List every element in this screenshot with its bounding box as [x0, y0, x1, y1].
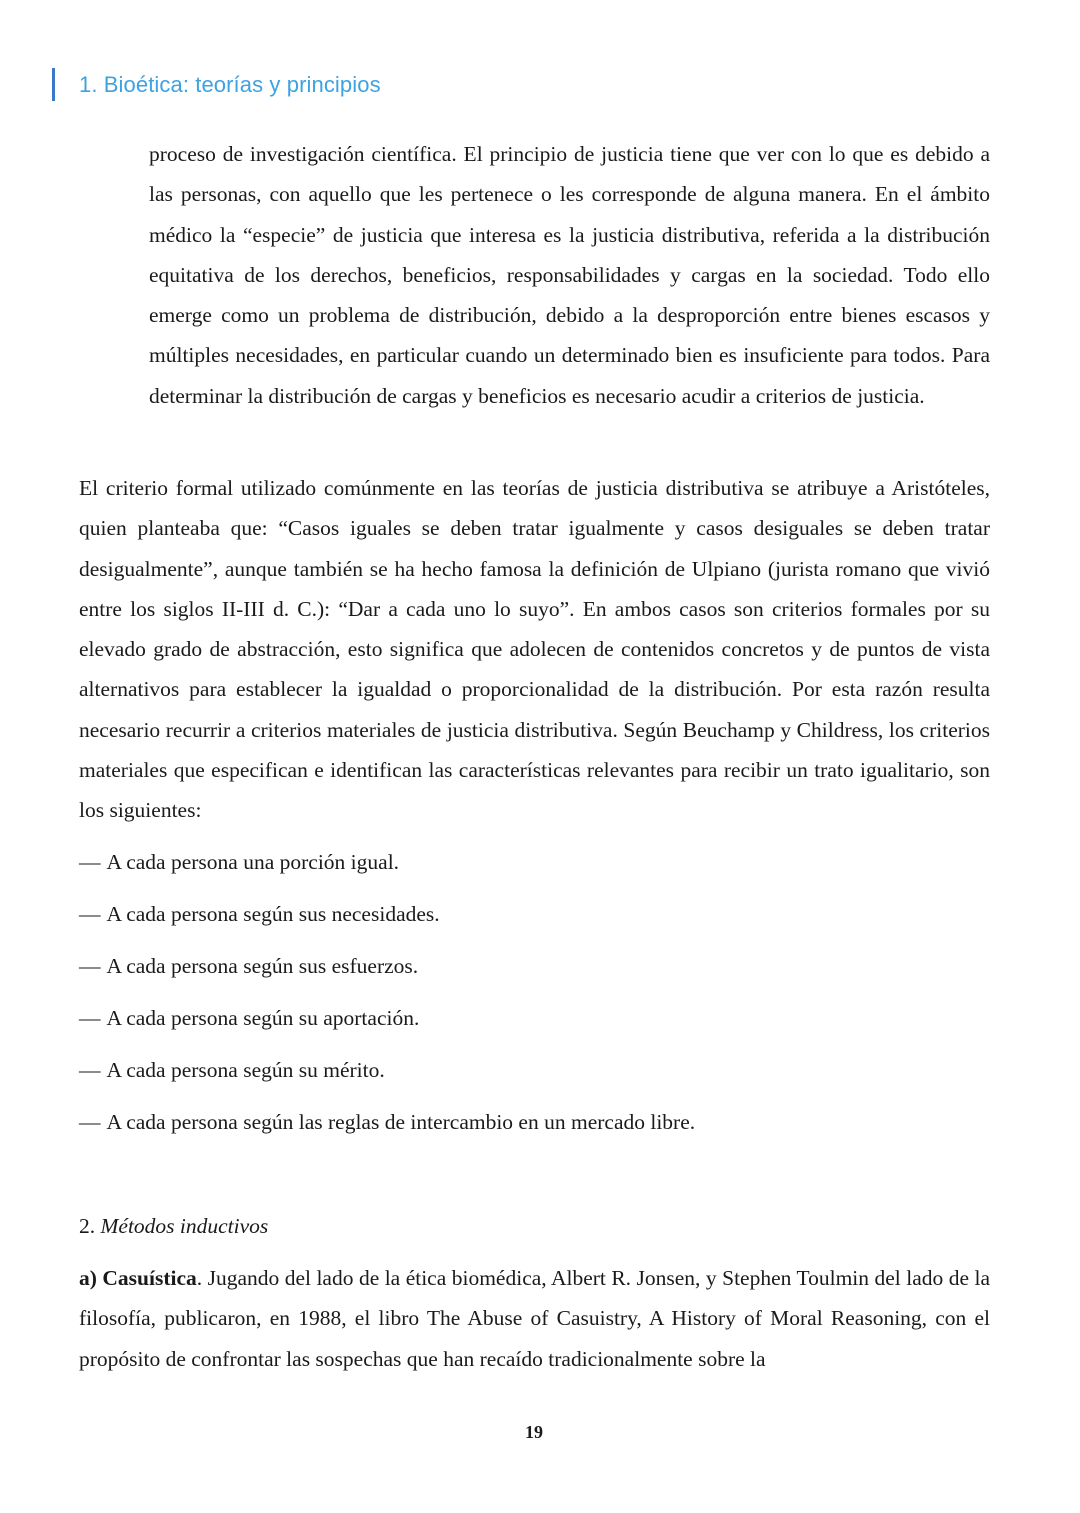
running-header — [52, 68, 381, 101]
list-dash: — — [79, 1110, 101, 1134]
list-dash: — — [79, 902, 101, 926]
list-item — [79, 1102, 695, 1154]
list-item — [79, 842, 695, 894]
list-item-text: A cada persona según las reglas de intercambio en un mercado libre. — [106, 1110, 696, 1134]
section-heading — [79, 1206, 268, 1246]
header-title: 1. Bioética: teorías y principios — [79, 71, 381, 97]
list-item — [79, 1050, 695, 1102]
list-item-text: A cada persona según su aportación. — [106, 1006, 420, 1030]
list-item-text: A cada persona una porción igual. — [106, 850, 400, 874]
section-title: Métodos inductivos — [100, 1214, 269, 1238]
casuistry-paragraph — [79, 1258, 990, 1379]
criteria-paragraph: El criterio formal utilizado comúnmente en las teorías de justicia distributiva se atribuye a Aristóteles, quien planteaba que: “Casos iguales se deben tratar igualmente y casos desiguales se deben tratar desigualmente”, aunque también se ha hecho famosa la definición de Ulpiano (jurista romano que vivió entre los siglos II-III d. C.): “Dar a cada uno lo suyo”. En ambos casos son criterios formales por su elevado grado de abstracción, esto significa que adolecen de contenidos concretos y de puntos de vista alternativos para establecer la igualdad o proporcionalidad de la distribución. Por esta razón resulta necesario recurrir a criterios materiales de justicia distributiva. Según Beuchamp y Childress, los criterios materiales que especifican e identifican las características relevantes para recibir un trato igualitario, son los siguientes: — [79, 476, 990, 823]
indented-paragraph: proceso de investigación científica. El principio de justicia tiene que ver con lo que es debido a las personas, con aquello que les pertenece o les corresponde de alguna manera. En el ámbito médico la “especie” de justicia que interesa es la justicia distributiva, referida a la distribución equitativa de los derechos, beneficios, responsabilidades y cargas en la sociedad. Todo ello emerge como un problema de distribución, debido a la desproporción entre bienes escasos y múltiples necesidades, en particular cuando un determinado bien es insuficiente para todos. Para determinar la distribución de cargas y beneficios es necesario acudir a criterios de justicia. — [149, 142, 990, 408]
casuistry-label: a) Casuística — [79, 1266, 197, 1290]
list-item — [79, 998, 695, 1050]
list-item — [79, 894, 695, 946]
criteria-list — [79, 842, 695, 1154]
casuistry-text: . Jugando del lado de la ética biomédica, Albert R. Jonsen, y Stephen Toulmin del lado de la filosofía, publicaron, en 1988, el libro The Abuse of Casuistry, A History of Moral Reasoning, con el propósito de confrontar las sospechas que han recaído tradicionalmente sobre la — [79, 1266, 990, 1371]
section-number: 2. — [79, 1214, 96, 1238]
list-dash: — — [79, 850, 101, 874]
list-item-text: A cada persona según sus esfuerzos. — [106, 954, 419, 978]
list-dash: — — [79, 1006, 101, 1030]
list-item — [79, 946, 695, 998]
list-item-text: A cada persona según sus necesidades. — [106, 902, 440, 926]
header-accent-bar — [52, 68, 55, 101]
list-item-text: A cada persona según su mérito. — [106, 1058, 385, 1082]
list-dash: — — [79, 1058, 101, 1082]
page-number: 19 — [525, 1422, 543, 1442]
list-dash: — — [79, 954, 101, 978]
